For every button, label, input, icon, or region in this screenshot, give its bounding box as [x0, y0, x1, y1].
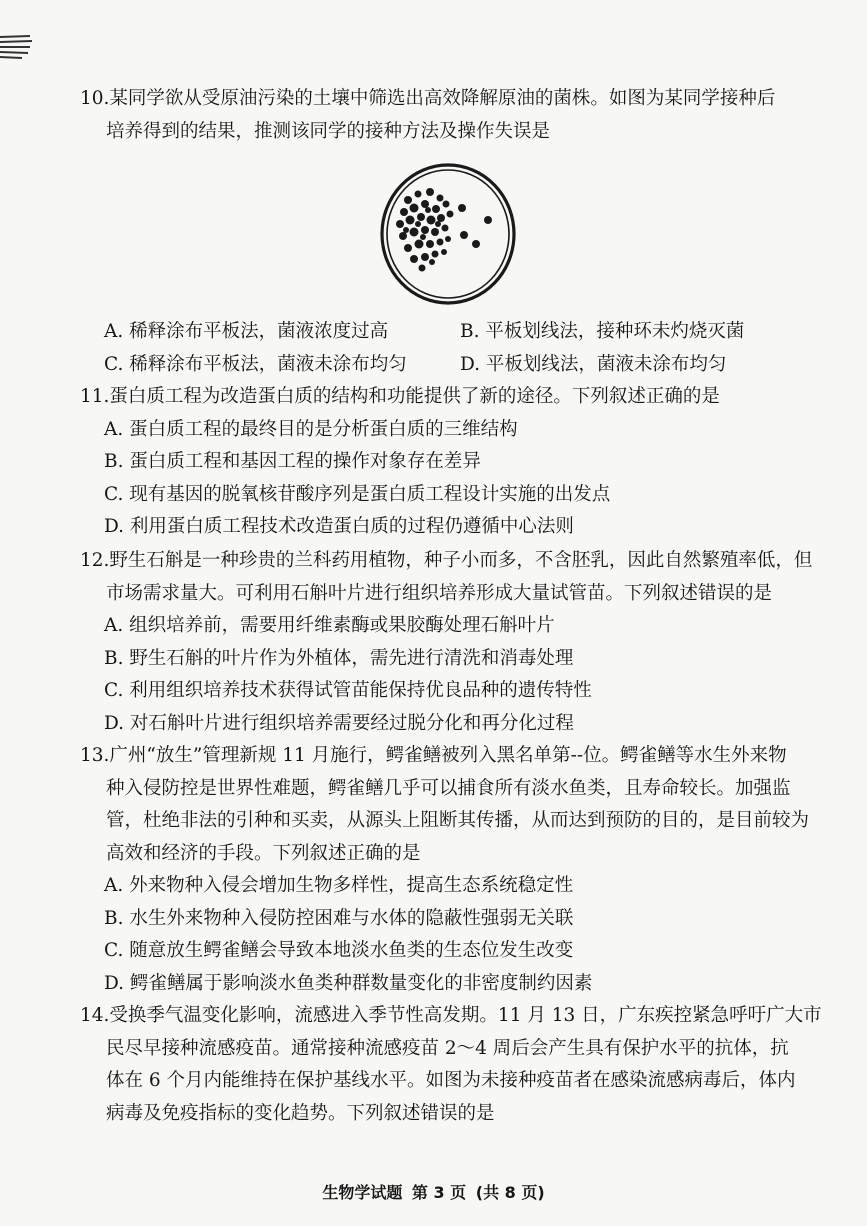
- question-14: [80, 1000, 840, 1130]
- footer-total: (共 8 页): [475, 1183, 545, 1202]
- question-number: 13.: [80, 745, 110, 766]
- question-12: [80, 545, 840, 740]
- option-b[interactable]: B. 蛋白质工程和基因工程的操作对象存在差异: [104, 451, 481, 472]
- option-c[interactable]: C. 稀释涂布平板法，菌液未涂布均匀: [104, 353, 407, 375]
- option-a[interactable]: A. 蛋白质工程的最终目的是分析蛋白质的三维结构: [104, 418, 518, 440]
- option-c[interactable]: C. 现有基因的脱氧核苷酸序列是蛋白质工程设计实施的出发点: [104, 483, 611, 505]
- stem-text: 市场需求量大。可利用石斛叶片进行组织培养形成大量试管苗。下列叙述错误的是: [106, 582, 773, 604]
- option-d[interactable]: D. 利用蛋白质工程技术改造蛋白质的过程仍遵循中心法则: [104, 516, 574, 537]
- petri-dish-icon: [378, 162, 518, 307]
- option-a[interactable]: A. 组织培养前，需要用纤维素酶或果胶酶处理石斛叶片: [104, 615, 555, 636]
- option-d[interactable]: D. 鳄雀鳝属于影响淡水鱼类种群数量变化的非密度制约因素: [104, 972, 593, 994]
- option-b[interactable]: B. 野生石斛的叶片作为外植体，需先进行清洗和消毒处理: [104, 647, 574, 669]
- stem-text: 野生石斛是一种珍贵的兰科药用植物，种子小而多，不含胚乳，因此自然繁殖率低，但: [109, 550, 813, 571]
- footer-subject: 生物学试题: [322, 1183, 403, 1202]
- question-10: [80, 83, 840, 148]
- colony-dots: [396, 188, 492, 272]
- option-c[interactable]: C. 随意放生鳄雀鳝会导致本地淡水鱼类的生态位发生改变: [104, 940, 574, 961]
- question-number: 12.: [80, 550, 110, 571]
- question-11: [80, 381, 840, 544]
- question-stem: [80, 381, 840, 414]
- question-stem: [80, 1000, 840, 1033]
- option-a[interactable]: A. 外来物种入侵会增加生物多样性，提高生态系统稳定性: [104, 875, 574, 896]
- page-footer: [0, 1180, 867, 1203]
- stem-text: 种入侵防控是世界性难题，鳄雀鳝几乎可以捕食所有淡水鱼类，且寿命较长。加强监: [106, 777, 791, 799]
- stem-text: 民尽早接种流感疫苗。通常接种流感疫苗 2～4 周后会产生具有保护水平的抗体，抗: [106, 1037, 789, 1059]
- stem-text: 蛋白质工程为改造蛋白质的结构和功能提供了新的途径。下列叙述正确的是: [109, 386, 720, 407]
- question-number: 14.: [80, 1005, 110, 1026]
- question-stem: [80, 740, 840, 773]
- question-13: [80, 740, 840, 1000]
- stem-text: 高效和经济的手段。下列叙述正确的是: [106, 842, 421, 864]
- question-number: 11.: [80, 386, 110, 407]
- option-d[interactable]: D. 平板划线法，菌液未涂布均匀: [460, 353, 727, 375]
- stem-text: 受换季气温变化影响，流感进入季节性高发期。11 月 13 日，广东疾控紧急呼吁广大市: [109, 1005, 822, 1026]
- question-10-options: [80, 316, 840, 381]
- scan-edge-mark: [0, 34, 34, 60]
- stem-text: 某同学欲从受原油污染的土壤中筛选出高效降解原油的菌株。如图为某同学接种后: [109, 88, 776, 109]
- stem-text: 管，杜绝非法的引种和买卖，从源头上阻断其传播，从而达到预防的目的，是目前较为: [106, 810, 810, 831]
- stem-text: 培养得到的结果，推测该同学的接种方法及操作失误是: [106, 120, 551, 142]
- question-stem: [80, 545, 840, 578]
- option-d[interactable]: D. 对石斛叶片进行组织培养需要经过脱分化和再分化过程: [104, 712, 574, 734]
- option-b[interactable]: B. 水生外来物种入侵防控困难与水体的隐蔽性强弱无关联: [104, 907, 574, 929]
- stem-text: 病毒及免疫指标的变化趋势。下列叙述错误的是: [106, 1102, 495, 1124]
- option-a[interactable]: A. 稀释涂布平板法，菌液浓度过高: [104, 321, 389, 342]
- question-number: 10.: [80, 88, 110, 109]
- question-stem: [80, 83, 840, 116]
- stem-text: 广州“放生”管理新规 11 月施行，鳄雀鳝被列入黑名单第--位。鳄雀鳝等水生外来物: [109, 745, 787, 766]
- option-b[interactable]: B. 平板划线法，接种环未灼烧灭菌: [460, 321, 745, 342]
- footer-page: 第 3 页: [411, 1183, 467, 1202]
- option-c[interactable]: C. 利用组织培养技术获得试管苗能保持优良品种的遗传特性: [104, 680, 592, 701]
- stem-text: 体在 6 个月内能维持在保护基线水平。如图为未接种疫苗者在感染流感病毒后，体内: [106, 1070, 796, 1091]
- petri-dish-figure: [378, 162, 518, 307]
